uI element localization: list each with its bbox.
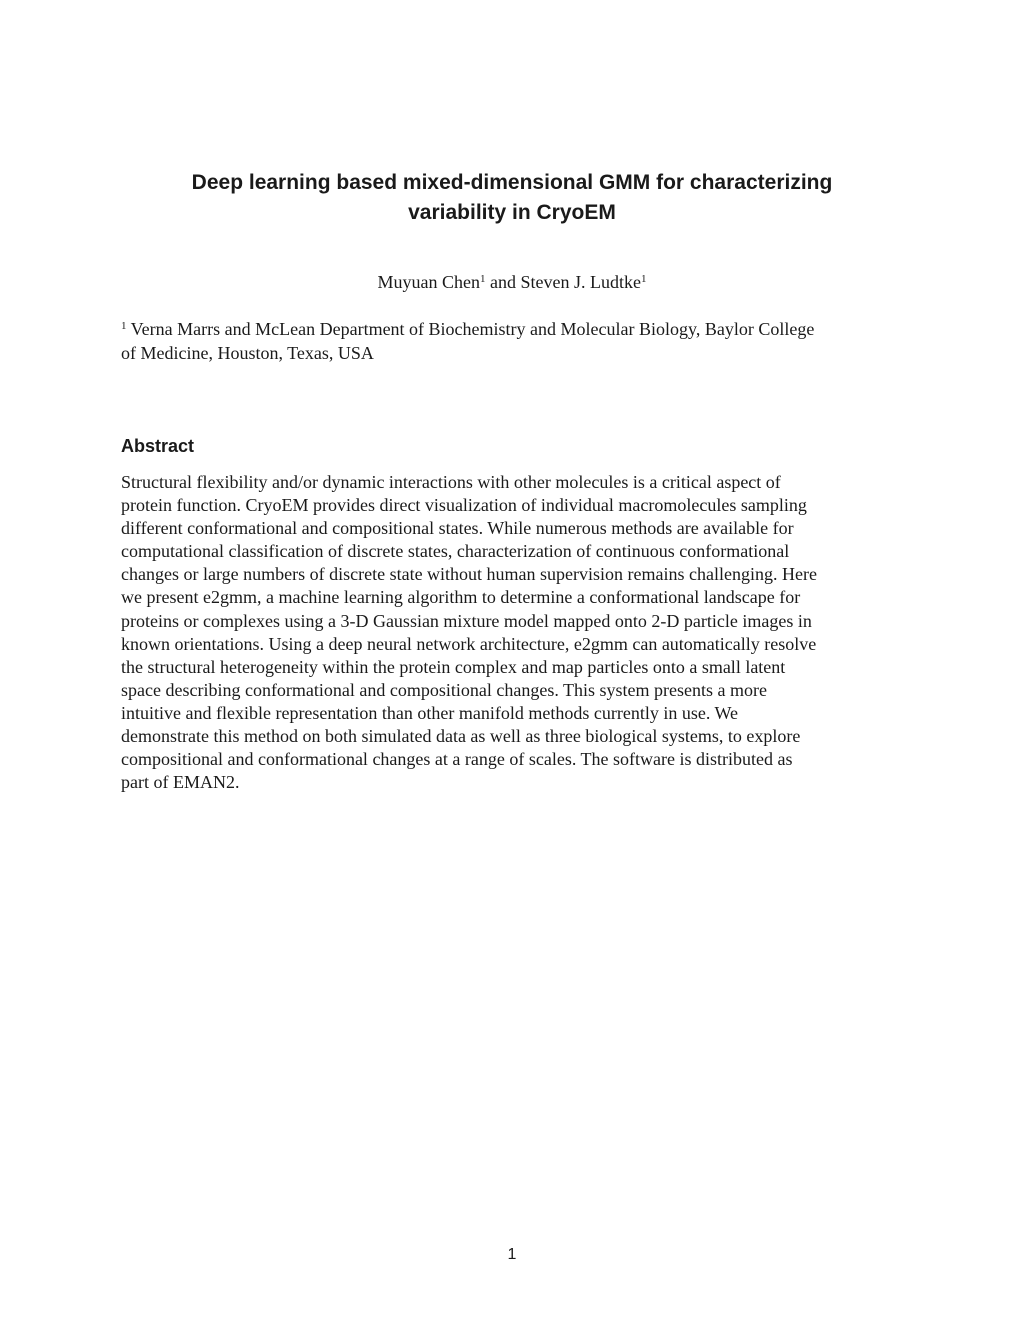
abstract-line: Structural flexibility and/or dynamic interactions with other molecules is a critical aspect of: [121, 472, 781, 492]
abstract-line: demonstrate this method on both simulated data as well as three biological systems, to explore: [121, 726, 801, 747]
affiliation: [121, 317, 911, 365]
abstract-line: the structural heterogeneity within the protein complex and map particles onto a small latent: [121, 656, 786, 677]
affiliation-line-1: [121, 317, 911, 341]
abstract-line: known orientations. Using a deep neural network architecture, e2gmm can automatically resolve: [121, 633, 817, 654]
paper-title: [100, 168, 924, 228]
affiliation-text: Verna Marrs and McLean Department of Biochemistry and Molecular Biology, Baylor College: [126, 319, 815, 339]
abstract-line: protein function. CryoEM provides direct visualization of individual macromolecules sampling: [121, 495, 807, 516]
affiliation-line-2: of Medicine, Houston, Texas, USA: [121, 343, 374, 363]
title-line-2: variability in CryoEM: [408, 201, 616, 224]
abstract-line: compositional and conformational changes at a range of scales. The software is distributed as: [121, 749, 793, 770]
abstract-line: space describing conformational and compositional changes. This system presents a more: [121, 679, 767, 700]
abstract-line: intuitive and flexible representation than other manifold methods currently in use. We: [121, 702, 739, 723]
abstract-line: different conformational and compositional states. While numerous methods are available for: [121, 518, 794, 539]
title-line-1: Deep learning based mixed-dimensional GMM for characterizing: [191, 171, 833, 194]
author-affiliation-marker: 1: [480, 273, 486, 285]
author-affiliation-marker: 1: [640, 273, 647, 285]
affiliation-marker: 1: [121, 320, 127, 332]
abstract-line: computational classification of discrete states, characterization of continuous conformational: [121, 541, 790, 562]
abstract-heading: Abstract: [121, 436, 195, 456]
abstract-line: changes or large numbers of discrete state without human supervision remains challenging. Here: [121, 564, 817, 585]
abstract-body: [121, 471, 911, 794]
author-name: and Steven J. Ludtke: [485, 272, 641, 292]
abstract-line: we present e2gmm, a machine learning algorithm to determine a conformational landscape for: [121, 587, 801, 608]
abstract-line: proteins or complexes using a 3-D Gaussian mixture model mapped onto 2-D particle images in: [121, 610, 812, 631]
page-number: 1: [507, 1246, 517, 1263]
abstract-line: part of EMAN2.: [121, 772, 240, 793]
author-name: Muyuan Chen: [377, 272, 480, 292]
author-list: [0, 270, 1024, 294]
